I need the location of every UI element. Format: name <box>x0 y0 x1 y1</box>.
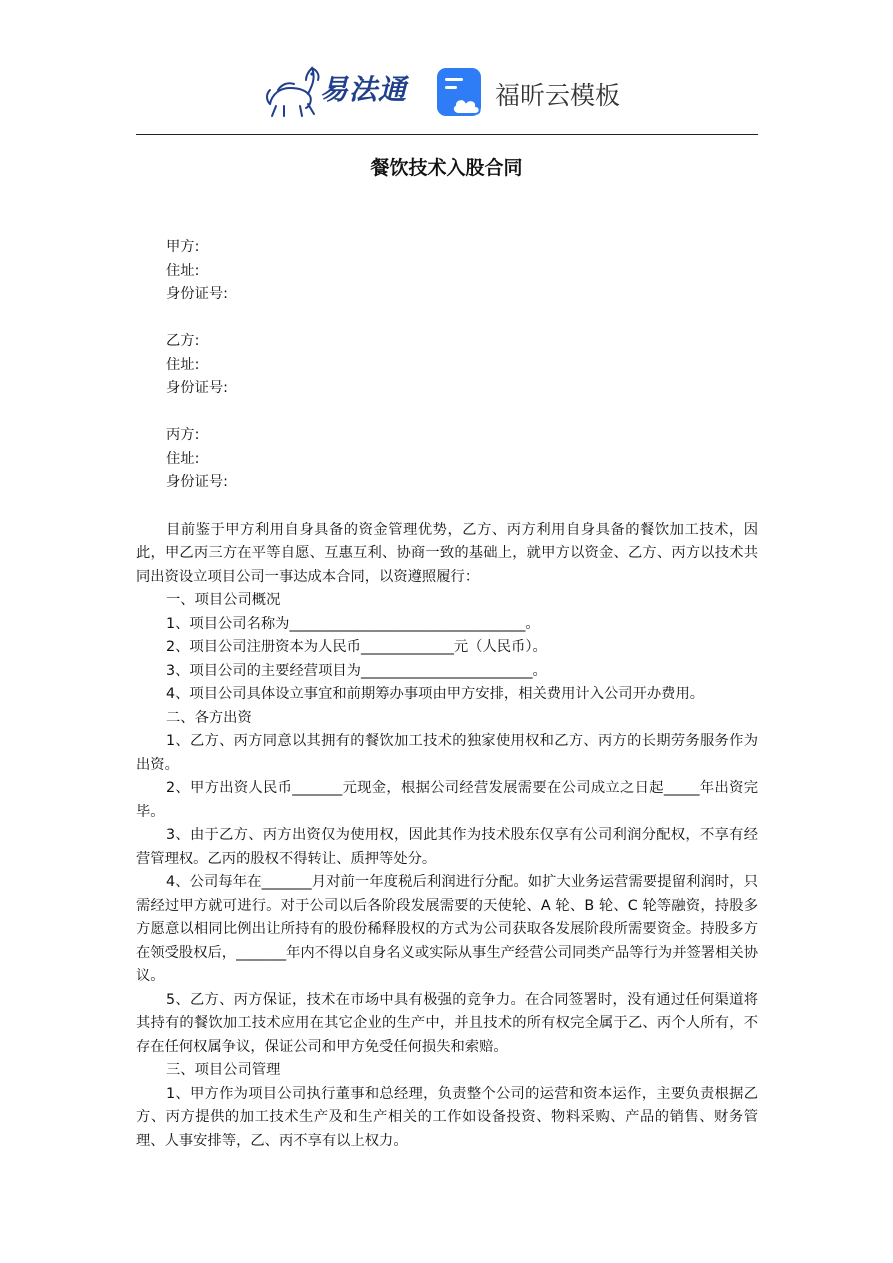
logo-left-text: 易法通 <box>320 73 408 106</box>
section-2-heading: 二、各方出资 <box>166 709 252 726</box>
intro-paragraph: 目前鉴于甲方利用自身具备的资金管理优势，乙方、丙方利用自身具备的餐饮加工技术，因此，甲乙丙三方在平等自愿、互惠互利、协商一致的基础上，就甲方以资金、乙方、丙方以技术共同出资设立项目公司一事达成本合同，以资遵照履行： <box>136 521 758 585</box>
party-b-block <box>136 330 758 401</box>
clause-2-2: 2、甲方出资人民币_______元现金，根据公司经营发展需要在公司成立之日起_____年出资完毕。 <box>136 780 758 820</box>
section-1-heading: 一、项目公司概况 <box>166 592 281 608</box>
party-a-address-label: 住址: <box>166 262 200 279</box>
qilin-icon <box>262 60 324 120</box>
party-a-block <box>136 236 758 307</box>
clause-2-4: 4、公司每年在_______月对前一年度税后利润进行分配。如扩大业务运营需要提留利润时，只需经过甲方就可进行。对于公司以后各阶段发展需要的天使轮、A 轮、B 轮、C 轮等融资，持股多方愿意以相同比例出让所持有的股份稀释股权的方式为公司获取各发展阶段所需要资金。持股多方在领受股权后，_______年内不得以自身名义或实际从事生产经营公司同类产品等行为并签署相关协议。 <box>136 874 758 984</box>
cloud-document-icon <box>435 66 487 118</box>
clause-3-1: 1、甲方作为项目公司执行董事和总经理，负责整个公司的运营和资本运作，主要负责根据乙方、丙方提供的加工技术生产及和生产相关的工作如设备投资、物料采购、产品的销售、财务管理、人事安排等，乙、丙不享有以上权力。 <box>136 1085 758 1149</box>
party-b-address-label: 住址: <box>166 356 200 373</box>
clause-2-1: 1、乙方、丙方同意以其拥有的餐饮加工技术的独家使用权和乙方、丙方的长期劳务服务作为出资。 <box>136 733 758 773</box>
clause-1-1: 1、项目公司名称为_________________________________。 <box>166 615 540 632</box>
document-title: 餐饮技术入股合同 <box>370 157 523 179</box>
page-header <box>0 58 893 124</box>
party-c-label: 丙方: <box>166 427 200 443</box>
clause-1-3: 3、项目公司的主要经营项目为________________________。 <box>166 662 547 679</box>
party-c-block <box>136 424 758 495</box>
clause-2-3: 3、由于乙方、丙方出资仅为使用权，因此其作为技术股东仅享有公司利润分配权，不享有经营管理权。乙丙的股权不得转让、质押等处分。 <box>136 827 758 867</box>
clause-1-4: 4、项目公司具体设立事宜和前期筹办事项由甲方安排，相关费用计入公司开办费用。 <box>166 686 705 702</box>
section-3-heading: 三、项目公司管理 <box>166 1062 281 1078</box>
party-a-id-label: 身份证号: <box>166 286 229 302</box>
party-c-address-label: 住址: <box>166 450 200 467</box>
header-divider <box>136 134 758 135</box>
party-a-label: 甲方: <box>166 239 200 255</box>
party-b-id-label: 身份证号: <box>166 380 229 396</box>
logo-right-text: 福昕云模板 <box>495 81 621 110</box>
party-c-id-label: 身份证号: <box>166 474 229 490</box>
document-body <box>136 236 758 1153</box>
clause-1-2: 2、项目公司注册资本为人民币_____________元（人民币）。 <box>166 639 547 655</box>
clause-2-5: 5、乙方、丙方保证，技术在市场中具有极强的竞争力。在合同签署时，没有通过任何渠道将其持有的餐饮加工技术应用在其它企业的生产中，并且技术的所有权完全属于乙、丙个人所有，不存在任何权属争议，保证公司和甲方免受任何损失和索赔。 <box>136 991 758 1055</box>
foxit-logo <box>435 64 635 120</box>
party-b-label: 乙方: <box>166 333 200 349</box>
yifatong-logo <box>262 60 412 120</box>
